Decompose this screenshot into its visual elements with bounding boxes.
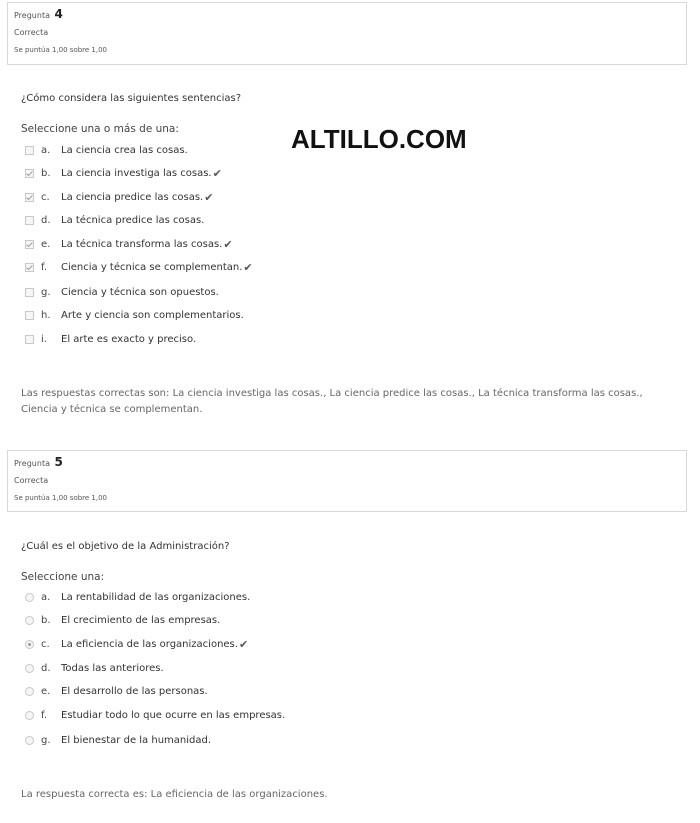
checkbox[interactable] [25, 335, 34, 344]
checkbox[interactable] [25, 216, 34, 225]
question-5-text: ¿Cuál es el objetivo de la Administración? [21, 541, 230, 552]
question-4-text: ¿Cómo considera las siguientes sentencias? [21, 93, 242, 104]
option-letter: a. [41, 144, 51, 156]
radio-button[interactable] [25, 664, 34, 673]
radio-button[interactable] [25, 687, 34, 696]
question-number: 4 [54, 7, 63, 21]
option-text: La rentabilidad de las organizaciones. [61, 591, 251, 603]
question-4-prompt: Seleccione una o más de una: [21, 123, 179, 135]
q4-option-h[interactable] [25, 306, 244, 324]
question-4-info [7, 2, 687, 65]
q4-option-b[interactable] [25, 164, 222, 182]
option-text: La ciencia investiga las cosas. [61, 167, 212, 179]
option-letter: g. [41, 286, 51, 298]
correct-check-icon: ✔ [204, 190, 214, 204]
q5-option-c[interactable] [25, 635, 248, 653]
checkbox[interactable] [25, 146, 34, 155]
radio-button[interactable] [25, 616, 34, 625]
option-text: El desarrollo de las personas. [61, 685, 208, 697]
option-letter: a. [41, 591, 51, 603]
option-letter: f. [41, 709, 47, 721]
correct-check-icon: ✔ [243, 260, 253, 274]
checkbox-checked[interactable] [25, 240, 34, 249]
radio-button-selected[interactable] [25, 640, 34, 649]
question-5-title [14, 455, 63, 469]
option-text: Ciencia y técnica se complementan. [61, 261, 243, 273]
option-text: La ciencia crea las cosas. [61, 144, 188, 156]
option-text: Ciencia y técnica son opuestos. [61, 286, 219, 298]
q4-option-d[interactable] [25, 211, 204, 229]
option-text: Estudiar todo lo que ocurre en las empresas. [61, 709, 286, 721]
q5-option-g[interactable] [25, 731, 211, 749]
q4-option-a[interactable] [25, 141, 188, 159]
q5-option-d[interactable] [25, 659, 164, 677]
radio-button[interactable] [25, 711, 34, 720]
checkbox[interactable] [25, 288, 34, 297]
q5-option-e[interactable] [25, 682, 208, 700]
option-text: La eficiencia de las organizaciones. [61, 638, 238, 650]
question-5-prompt: Seleccione una: [21, 571, 105, 583]
option-letter: h. [41, 309, 51, 321]
option-letter: f. [41, 261, 47, 273]
question-4-right-answer: Las respuestas correctas son: La ciencia investiga las cosas., La ciencia predice las cosas., La técnica transforma las cosas., Ciencia y técnica se complementan. [21, 388, 643, 415]
q4-option-e[interactable] [25, 235, 233, 253]
option-text: La técnica transforma las cosas. [61, 238, 223, 250]
checkbox-checked[interactable] [25, 169, 34, 178]
option-text: El crecimiento de las empresas. [61, 614, 221, 626]
correct-check-icon: ✔ [238, 637, 249, 651]
option-letter: d. [41, 662, 51, 674]
option-letter: g. [41, 734, 51, 746]
checkbox-checked[interactable] [25, 193, 34, 202]
question-number: 5 [54, 455, 63, 469]
question-state: Correcta [14, 476, 49, 485]
q4-option-g[interactable] [25, 283, 219, 301]
correct-check-icon: ✔ [223, 237, 233, 251]
option-letter: b. [41, 614, 51, 626]
correct-check-icon: ✔ [212, 166, 222, 180]
option-text: El bienestar de la humanidad. [61, 734, 212, 746]
option-text: La técnica predice las cosas. [61, 214, 205, 226]
option-text: El arte es exacto y preciso. [61, 333, 197, 345]
question-5-right-answer: La respuesta correcta es: La eficiencia de las organizaciones. [21, 789, 328, 800]
option-letter: e. [41, 685, 51, 697]
q4-option-f[interactable] [25, 258, 253, 276]
question-state: Correcta [14, 28, 49, 37]
question-4-title [14, 7, 63, 21]
checkbox[interactable] [25, 311, 34, 320]
q5-option-a[interactable] [25, 588, 250, 606]
option-letter: c. [41, 191, 50, 203]
option-text: La ciencia predice las cosas. [61, 191, 204, 203]
watermark: ALTILLO.COM [291, 124, 467, 154]
option-letter: e. [41, 238, 51, 250]
option-text: Arte y ciencia son complementarios. [61, 309, 244, 321]
q4-option-i[interactable] [25, 330, 196, 348]
radio-button[interactable] [25, 736, 34, 745]
question-label: Pregunta [14, 11, 50, 20]
option-letter: b. [41, 167, 51, 179]
checkbox-checked[interactable] [25, 263, 34, 272]
option-letter: i. [41, 333, 47, 345]
radio-button[interactable] [25, 593, 34, 602]
question-grade: Se puntúa 1,00 sobre 1,00 [14, 46, 108, 54]
question-5-info [7, 450, 687, 512]
question-grade: Se puntúa 1,00 sobre 1,00 [14, 494, 108, 502]
option-letter: c. [41, 638, 50, 650]
q4-option-c[interactable] [25, 188, 213, 206]
q5-option-b[interactable] [25, 611, 220, 629]
question-label: Pregunta [14, 459, 50, 468]
option-text: Todas las anteriores. [61, 662, 164, 674]
q5-option-f[interactable] [25, 706, 285, 724]
option-letter: d. [41, 214, 51, 226]
